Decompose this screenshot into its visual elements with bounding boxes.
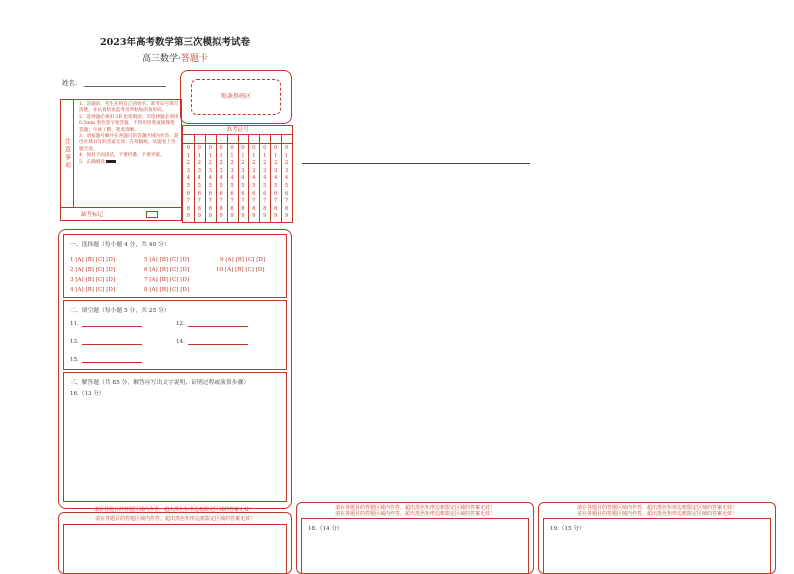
admission-digit-bubble[interactable]: 4 — [273, 175, 278, 182]
notes-box — [60, 99, 182, 208]
admission-digit-bubble[interactable]: 3 — [284, 167, 289, 174]
choice-q7[interactable]: 7 [A] [B] [C] [D] — [144, 277, 190, 283]
blank-q12 — [176, 321, 248, 327]
admission-digit-bubble[interactable]: 3 — [208, 167, 212, 174]
section-fill-blank — [63, 300, 287, 370]
admission-digit-bubble[interactable]: 6 — [197, 190, 201, 197]
warning-text: 请在各题目的答题区域内作答，超出黑色矩形边框限定区域的答案无效！ — [576, 511, 737, 517]
admission-digit-bubble[interactable]: 4 — [186, 175, 191, 182]
admission-digit-bubble[interactable]: 7 — [241, 198, 245, 205]
admission-digit-bubble[interactable]: 7 — [186, 198, 191, 205]
name-field[interactable] — [84, 86, 166, 87]
choice-q8[interactable]: 8 [A] [B] [C] [D] — [144, 287, 190, 293]
blank-label: 15. — [70, 357, 79, 363]
admission-digit-bubble[interactable]: 1 — [252, 152, 256, 159]
question-16: 16.（13 分） — [70, 391, 105, 397]
admission-digit-bubble[interactable]: 2 — [252, 160, 256, 167]
admission-digit-bubble[interactable]: 0 — [186, 145, 191, 151]
choice-q4[interactable]: 4 [A] [B] [C] [D] — [70, 287, 116, 293]
admission-digit-bubble[interactable]: 2 — [208, 160, 212, 167]
admission-digit-bubble[interactable]: 0 — [241, 145, 245, 151]
admission-digit-bubble[interactable]: 3 — [263, 167, 267, 174]
warning-text: 请在各题目的答题区域内作答，超出黑色矩形边框限定区域的答案无效！ — [93, 507, 254, 513]
admission-digit-bubble[interactable]: 5 — [230, 182, 234, 189]
missing-exam-checkbox[interactable] — [146, 211, 158, 218]
choice-q3[interactable]: 3 [A] [B] [C] [D] — [70, 277, 116, 283]
section2-title: 二、填空题（每小题 5 分，共 25 分） — [70, 308, 170, 314]
admission-digit-bubble[interactable]: 7 — [284, 198, 289, 205]
admission-digit-bubble[interactable]: 2 — [273, 160, 278, 167]
admission-digit-bubble[interactable]: 1 — [186, 152, 191, 159]
admission-digit-bubble[interactable]: 6 — [273, 190, 278, 197]
question-18: 18.（14 分） — [308, 526, 343, 532]
admission-digit-bubble[interactable]: 5 — [208, 182, 212, 189]
missing-exam-row — [60, 207, 182, 221]
blank-q11 — [70, 321, 142, 327]
admission-digit-bubble[interactable]: 8 — [186, 205, 191, 212]
admission-digit-bubble[interactable]: 9 — [263, 213, 267, 220]
admission-digit-bubble[interactable]: 3 — [252, 167, 256, 174]
admission-digit-bubble[interactable]: 7 — [230, 198, 234, 205]
blank-label: 11. — [70, 321, 79, 327]
section1-title: 一、选择题（每小题 4 分，共 40 分） — [70, 242, 170, 248]
section-choice — [63, 234, 287, 298]
admission-digit-bubble[interactable]: 5 — [252, 182, 256, 189]
admission-digit-bubble[interactable]: 8 — [273, 205, 278, 212]
admission-digit-bubble[interactable]: 0 — [219, 145, 223, 151]
admission-digit-bubble[interactable]: 0 — [197, 145, 201, 151]
warning-text: 请在各题目的答题区域内作答，超出黑色矩形边框限定区域的答案无效！ — [334, 505, 495, 511]
admission-digit-bubble[interactable]: 4 — [263, 175, 267, 182]
admission-digit-bubble[interactable]: 8 — [208, 205, 212, 212]
blank-label: 12. — [176, 321, 185, 327]
notes-list — [75, 102, 179, 166]
admission-digit-bubble[interactable]: 1 — [197, 152, 201, 159]
admission-digit-bubble[interactable]: 4 — [230, 175, 234, 182]
admission-digit-bubble[interactable]: 0 — [284, 145, 289, 151]
admission-digit-bubble[interactable]: 5 — [241, 182, 245, 189]
admission-digit-bubble[interactable]: 8 — [197, 205, 201, 212]
subtitle-prefix: 高三数学· — [142, 54, 181, 64]
admission-digit-bubble[interactable]: 1 — [230, 152, 234, 159]
admission-number-grid — [182, 125, 293, 223]
admission-digit-bubble[interactable]: 2 — [219, 160, 223, 167]
subtitle-suffix: 答题卡 — [180, 54, 208, 64]
choice-q1[interactable]: 1 [A] [B] [C] [D] — [70, 257, 116, 263]
admission-digit-bubble[interactable]: 7 — [263, 198, 267, 205]
admission-digit-column — [194, 145, 205, 221]
admission-digit-bubble[interactable]: 6 — [186, 190, 191, 197]
admission-digit-bubble[interactable]: 8 — [263, 205, 267, 212]
admission-title: 准考证号 — [183, 126, 292, 135]
admission-digit-bubble[interactable]: 6 — [284, 190, 289, 197]
admission-digit-column — [216, 145, 227, 221]
admission-digit-bubble[interactable]: 1 — [273, 152, 278, 159]
admission-digit-bubble[interactable]: 8 — [284, 205, 289, 212]
admission-digit-bubble[interactable]: 9 — [241, 213, 245, 220]
admission-digit-bubble[interactable]: 8 — [219, 205, 223, 212]
notes-label: 注意事项 — [61, 100, 74, 207]
blank-line[interactable] — [82, 344, 142, 345]
admission-digit-bubble[interactable]: 2 — [230, 160, 234, 167]
page-title: 2023年高考数学第三次模拟考试卷 — [100, 37, 250, 48]
admission-digit-bubble[interactable]: 2 — [241, 160, 245, 167]
admission-digit-bubble[interactable]: 5 — [186, 182, 191, 189]
admission-digit-bubble[interactable]: 0 — [208, 145, 212, 151]
admission-digit-bubble[interactable]: 0 — [263, 145, 267, 151]
choice-q2[interactable]: 2 [A] [B] [C] [D] — [70, 267, 116, 273]
note-item-text: 5．正确填涂 — [79, 159, 105, 165]
name-row — [62, 78, 166, 87]
admission-digit-bubble[interactable]: 3 — [230, 167, 234, 174]
admission-digit-bubble[interactable]: 9 — [186, 213, 191, 220]
admission-digit-bubble[interactable]: 0 — [252, 145, 256, 151]
admission-digit-bubble[interactable]: 9 — [284, 213, 289, 220]
admission-digit-bubble[interactable]: 2 — [284, 160, 289, 167]
blank-line[interactable] — [82, 326, 142, 327]
barcode-area — [180, 70, 292, 124]
admission-digit-bubble[interactable]: 4 — [219, 175, 223, 182]
admission-digit-bubble[interactable]: 0 — [273, 145, 278, 151]
admission-digit-bubble[interactable]: 9 — [197, 213, 201, 220]
admission-digit-bubble[interactable]: 5 — [219, 182, 223, 189]
admission-digit-bubble[interactable]: 6 — [219, 190, 223, 197]
blank-q13 — [70, 339, 142, 345]
blank-q14 — [176, 339, 248, 345]
admission-digit-bubble[interactable]: 3 — [273, 167, 278, 174]
filled-sample-icon — [106, 160, 116, 163]
admission-digit-bubble[interactable]: 9 — [208, 213, 212, 220]
admission-digit-bubble[interactable]: 4 — [284, 175, 289, 182]
page-subtitle — [60, 51, 290, 64]
warning-text: 请在各题目的答题区域内作答，超出黑色矩形边框限定区域的答案无效！ — [576, 505, 737, 511]
admission-digit-bubble[interactable]: 5 — [263, 182, 267, 189]
missing-exam-label: 缺考标记 — [81, 212, 104, 218]
admission-digit-bubble[interactable]: 2 — [186, 160, 191, 167]
admission-digit-bubble[interactable]: 6 — [263, 190, 267, 197]
admission-digit-bubble[interactable]: 1 — [208, 152, 212, 159]
blank-line[interactable] — [188, 344, 248, 345]
answer-area-main — [58, 229, 292, 509]
note-item — [79, 160, 179, 166]
admission-digit-bubble[interactable]: 2 — [263, 160, 267, 167]
name-label: 姓名： — [62, 79, 82, 87]
admission-digit-column — [205, 145, 216, 221]
admission-digit-column — [248, 145, 259, 221]
admission-digit-bubble[interactable]: 8 — [241, 205, 245, 212]
admission-digit-bubble[interactable]: 3 — [219, 167, 223, 174]
admission-digit-bubble[interactable]: 9 — [230, 213, 234, 220]
admission-digit-bubble[interactable]: 7 — [197, 198, 201, 205]
answer-area-18 — [296, 502, 534, 574]
choice-q9[interactable]: 9 [A] [B] [C] [D] — [220, 257, 266, 263]
admission-digit-bubble[interactable]: 9 — [219, 213, 223, 220]
admission-digit-bubble[interactable]: 4 — [197, 175, 201, 182]
admission-digit-bubble[interactable]: 3 — [186, 167, 191, 174]
blank-line[interactable] — [82, 362, 142, 363]
admission-digit-bubble[interactable]: 5 — [273, 182, 278, 189]
blank-label: 13. — [70, 339, 79, 345]
admission-digit-bubble[interactable]: 7 — [208, 198, 212, 205]
admission-digit-bubble[interactable]: 2 — [197, 160, 201, 167]
admission-digit-column — [270, 145, 281, 221]
admission-digit-bubble[interactable]: 1 — [284, 152, 289, 159]
admission-digit-bubble[interactable]: 4 — [252, 175, 256, 182]
admission-digit-bubble[interactable]: 8 — [230, 205, 234, 212]
admission-digit-bubble[interactable]: 3 — [241, 167, 245, 174]
admission-digit-bubble[interactable]: 7 — [252, 198, 256, 205]
admission-digit-bubble[interactable]: 5 — [284, 182, 289, 189]
answer-box-19[interactable] — [543, 518, 771, 573]
admission-digit-bubble[interactable]: 6 — [230, 190, 234, 197]
admission-digit-bubble[interactable]: 9 — [252, 213, 256, 220]
choice-q5[interactable]: 5 [A] [B] [C] [D] — [144, 257, 190, 263]
note-item: 2．选择题必须用 2B 铅笔填涂；非选择题必须用 0.5mm 黑色签字笔答题，不得用铅笔或圆珠笔答题；字体工整、笔迹清晰。 — [79, 114, 179, 133]
question-19: 19.（15 分） — [550, 526, 585, 532]
admission-digit-bubble[interactable]: 1 — [219, 152, 223, 159]
divider-line — [302, 163, 530, 164]
answer-box-17[interactable] — [63, 524, 287, 573]
warning-text: 请在各题目的答题区域内作答，超出黑色矩形边框限定区域的答案无效！ — [94, 516, 255, 522]
admission-digit-bubble[interactable]: 6 — [208, 190, 212, 197]
admission-digit-column — [227, 145, 238, 221]
blank-line[interactable] — [188, 326, 248, 327]
admission-digit-bubble[interactable]: 3 — [197, 167, 201, 174]
barcode-label: 贴条形码区 — [191, 79, 281, 115]
admission-digit-column — [281, 145, 292, 221]
choice-q10[interactable]: 10 [A] [B] [C] [D] — [216, 267, 265, 273]
choice-q6[interactable]: 6 [A] [B] [C] [D] — [144, 267, 190, 273]
admission-digit-bubble[interactable]: 0 — [230, 145, 234, 151]
admission-digit-bubble[interactable]: 6 — [252, 190, 256, 197]
blank-q15 — [70, 357, 142, 363]
admission-digit-bubble[interactable]: 8 — [252, 205, 256, 212]
admission-digit-bubble[interactable]: 4 — [241, 175, 245, 182]
admission-digit-bubble[interactable]: 5 — [197, 182, 201, 189]
admission-digit-column — [259, 145, 270, 221]
section-solution — [63, 372, 287, 502]
admission-digit-bubble[interactable]: 7 — [219, 198, 223, 205]
admission-digit-bubble[interactable]: 1 — [263, 152, 267, 159]
warning-text: 请在各题目的答题区域内作答，超出黑色矩形边框限定区域的答案无效！ — [334, 511, 495, 517]
admission-digit-bubble[interactable]: 6 — [241, 190, 245, 197]
note-item: 1．答题前，考生先将自己的姓名、准考证号填写清楚，并认真检查监考员所粘贴的条形码。 — [79, 102, 179, 114]
admission-digit-column — [183, 145, 194, 221]
admission-digit-bubble[interactable]: 9 — [273, 213, 278, 220]
admission-digit-bubble[interactable]: 7 — [273, 198, 278, 205]
admission-digit-bubble[interactable]: 4 — [208, 175, 212, 182]
blank-label: 14. — [176, 339, 185, 345]
note-item: 3．请按题号顺序在各题目的答题区域内作答，超出区域书写的答案无效；在草稿纸、试题卷上答题无效。 — [79, 134, 179, 152]
note-item: 4．保持卡面清洁，不要折叠、不要弄破。 — [79, 153, 165, 159]
answer-area-17 — [58, 512, 292, 574]
answer-area-19 — [538, 502, 776, 574]
admission-digit-bubble[interactable]: 1 — [241, 152, 245, 159]
admission-digit-column — [238, 145, 249, 221]
section3-title: 三、解答题（共 85 分，解答应写出文字说明、证明过程或演算步骤） — [70, 380, 250, 386]
answer-box-18[interactable] — [301, 518, 529, 573]
